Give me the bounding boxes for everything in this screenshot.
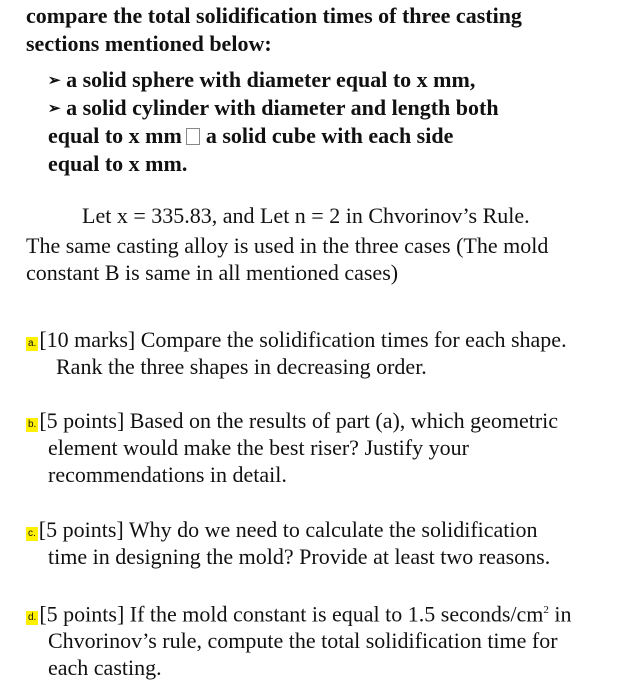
question-label-c: c.: [28, 528, 36, 539]
description: [26, 232, 548, 286]
question-text: in: [548, 601, 572, 627]
question-text: recommendations in detail.: [48, 462, 287, 487]
bullet-cylinder-cont: [48, 122, 453, 150]
question-c: [26, 516, 550, 570]
problem-heading: [26, 2, 606, 58]
arrow-bullet-icon: ➢: [48, 73, 61, 89]
question-label-a: a.: [28, 338, 37, 349]
bullet-text: equal to x mm: [48, 123, 182, 148]
superscript: 2: [543, 604, 549, 616]
question-text: [5 points] If the mold constant is equal to 1.5 seconds/cm: [39, 601, 544, 627]
question-text: [10 marks] Compare the solidification times for each shape.: [39, 327, 567, 352]
bullet-cylinder: [48, 94, 499, 125]
question-text: [5 points] Based on the results of part (a), which geometric: [39, 408, 559, 433]
question-label-d: d.: [28, 612, 37, 624]
description-line: The same casting alloy is used in the three cases (The mold: [26, 233, 549, 258]
question-d: [26, 597, 572, 681]
question-text: Chvorinov’s rule, compute the total solidification time for: [48, 628, 558, 654]
heading-line: compare the total solidification times of three casting: [26, 3, 522, 28]
missing-glyph-box-icon: [186, 128, 200, 145]
bullet-text: a solid cylinder with diameter and length both: [66, 95, 499, 120]
question-b: [26, 407, 558, 488]
question-label-b: b.: [28, 419, 37, 430]
question-text: [5 points] Why do we need to calculate the solidification: [38, 517, 538, 542]
question-a: [26, 326, 567, 380]
bullet-text: a solid sphere with diameter equal to x mm,: [66, 67, 476, 92]
question-text: element would make the best riser? Justify your: [48, 435, 469, 460]
question-text: time in designing the mold? Provide at least two reasons.: [48, 544, 551, 569]
heading-line: sections mentioned below:: [26, 31, 272, 56]
given-values: Let x = 335.83, and Let n = 2 in Chvorinov’s Rule.: [82, 203, 530, 228]
bullet-sphere: [48, 66, 475, 97]
question-text: each casting.: [48, 655, 162, 681]
arrow-bullet-icon: ➢: [48, 101, 61, 117]
description-line: constant B is same in all mentioned cases): [26, 260, 399, 285]
bullet-cube-cont: [48, 150, 187, 178]
bullet-text: a solid cube with each side: [205, 123, 454, 148]
bullet-text: equal to x mm.: [48, 151, 188, 176]
question-text: Rank the three shapes in decreasing order.: [56, 354, 427, 379]
